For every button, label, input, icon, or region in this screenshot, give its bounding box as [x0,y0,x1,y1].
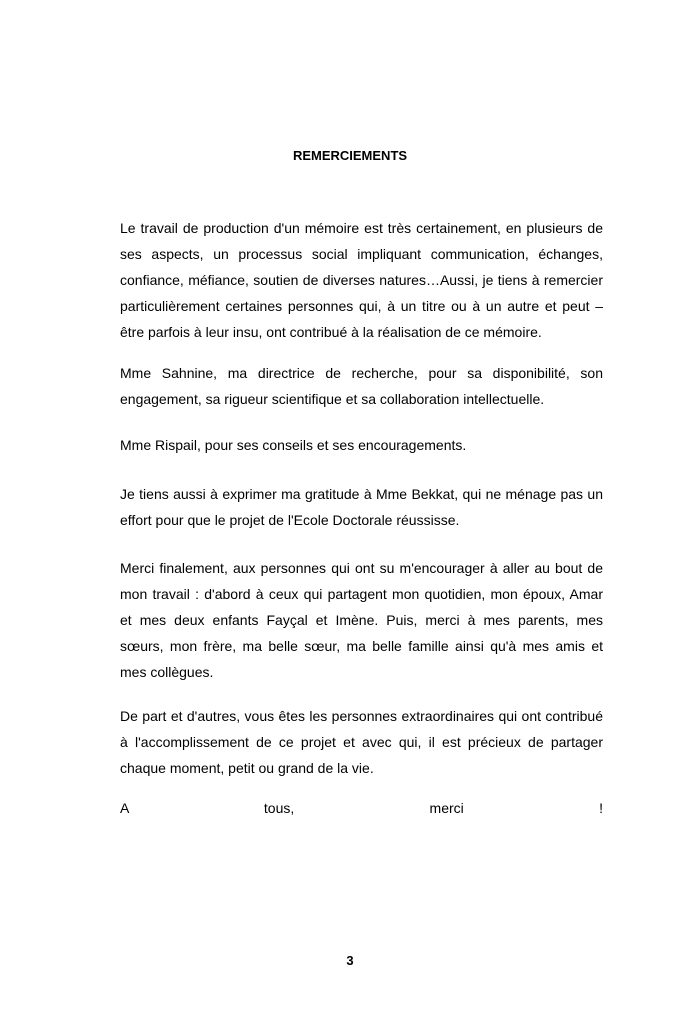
text-line: Mme Sahnine, ma directrice de recherche, pour sa disponibilité, son [120,365,603,381]
text-line: confiance, méfiance, soutien de diverses natures…Aussi, je tiens à remercier [120,272,603,288]
text-line: A tous, merci ! [120,800,603,816]
text-line: sœurs, mon frère, ma belle sœur, ma belle famille ainsi qu'à mes amis et [120,638,603,654]
paragraph-intro [120,215,603,345]
text-line: chaque moment, petit ou grand de la vie. [120,760,374,776]
text-line: mon travail : d'abord à ceux qui partagent mon quotidien, mon époux, Amar [120,586,603,602]
text-line: engagement, sa rigueur scientifique et sa collaboration intellectuelle. [120,391,545,407]
paragraph-family [120,555,603,685]
text-line: Merci finalement, aux personnes qui ont su m'encourager à aller au bout de [120,560,603,576]
paragraph-rispail [120,432,603,458]
page-number: 3 [346,953,354,968]
text-line: à l'accomplissement de ce projet et avec qui, il est précieux de partager [120,734,603,750]
paragraph-bekkat [120,481,603,533]
text-line: ses aspects, un processus social impliquant communication, échanges, [120,246,603,262]
text-line: Mme Rispail, pour ses conseils et ses encouragements. [120,437,467,453]
paragraph-director [120,360,603,412]
text-line: effort pour que le projet de l'Ecole Doctorale réussisse. [120,512,460,528]
paragraph-thanks-all [120,795,603,821]
text-line: mes collègues. [120,664,214,680]
text-line: et mes deux enfants Fayçal et Imène. Puis, merci à mes parents, mes [120,612,603,628]
text-line: Je tiens aussi à exprimer ma gratitude à Mme Bekkat, qui ne ménage pas un [120,486,603,502]
page-title: REMERCIEMENTS [292,148,408,163]
text-line: Le travail de production d'un mémoire est très certainement, en plusieurs de [120,220,603,236]
text-line: être parfois à leur insu, ont contribué à la réalisation de ce mémoire. [120,324,542,340]
text-line: particulièrement certaines personnes qui, à un titre ou à un autre et peut – [120,298,603,314]
text-line: De part et d'autres, vous êtes les personnes extraordinaires qui ont contribué [120,708,603,724]
paragraph-closing [120,703,603,781]
